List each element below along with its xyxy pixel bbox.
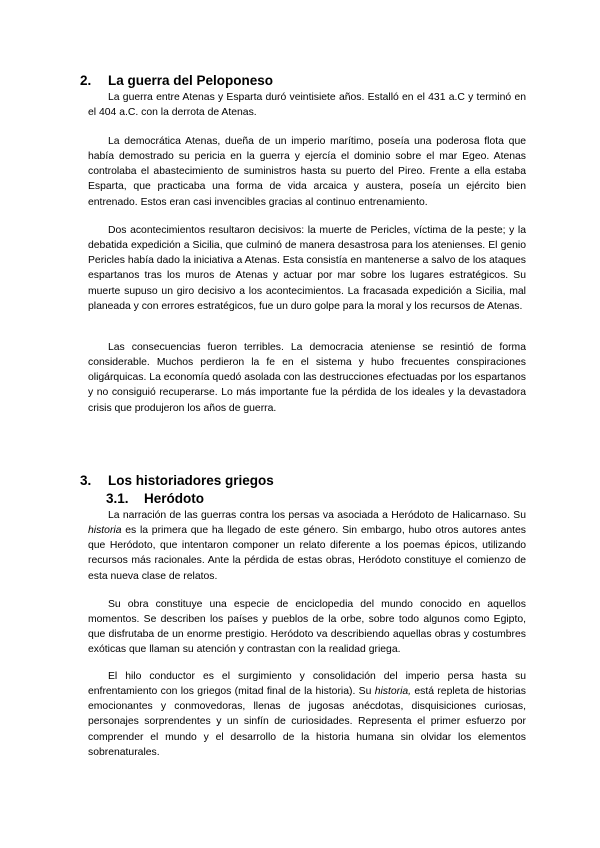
section-3-number: 3.: [80, 473, 92, 488]
section-2-title: La guerra del Peloponeso: [108, 73, 274, 88]
paragraph-text: está repleta de historias emocionantes y conmovedoras, llenas de jugosas anécdotas, disquisiciones curiosas, personajes sorprendentes y un sinfín de curiosidades. Representa el primer esfuerzo por comprender el mundo y el desarrollo de la historia humana sin olvidar los elementos sobrenaturales.: [88, 686, 526, 758]
paragraph-text: La narración de las guerras contra los persas va asociada a Heródoto de Halicarnaso. Su: [108, 510, 526, 521]
section-3-paragraph-2: Su obra constituye una especie de enciclopedia del mundo conocido en aquellos momentos. Se describen los países y pueblos de la orbe, sobre todo algunos como Egipto, que disfrutaba de un enorme prestigio. Heródoto va describiendo aquellas obras y costumbres exóticas que llaman su atención y contrastan con la realidad griega.: [88, 599, 526, 656]
section-3-heading: [80, 473, 274, 489]
section-3-paragraph-1: [88, 508, 526, 584]
paragraph-text: es la primera que ha llegado de este género. Sin embargo, hubo otros autores antes que Heródoto, que intentaron componer un relato diferente a los poemas épicos, utilizando recursos más racionales. Ante la pérdida de estas obras, Heródoto constituye el comienzo de esta nueva clase de relatos.: [88, 525, 526, 582]
section-3-paragraph-3: [88, 669, 526, 760]
section-2-paragraph-2: La democrática Atenas, dueña de un imperio marítimo, poseía una poderosa flota que había demostrado su pericia en la guerra y ejercía el dominio sobre el mar Egeo. Atenas controlaba el abastecimiento de suministros hasta su puerto del Pireo. Frente a ella estaba Esparta, que practicaba una forma de vida arcaica y austera, poseía un ejército bien entrenado. Estos eran casi invencibles gracias al continuo entrenamiento.: [88, 136, 526, 208]
subsection-3-1-title: Heródoto: [144, 491, 204, 506]
section-2-paragraph-4: Las consecuencias fueron terribles. La democracia ateniense se resintió de forma considerable. Muchos perdieron la fe en el sistema y hubo frecuentes conspiraciones oligárquicas. La economía quedó asolada con las destrucciones efectuadas por los espartanos y no consiguió recuperarse. Lo más importante fue la pérdida de los ideales y la devastadora crisis que produjeron los años de guerra.: [88, 342, 526, 414]
section-2-heading: [80, 73, 273, 89]
section-3-title: Los historiadores griegos: [108, 473, 274, 488]
historia-emphasis: historia: [88, 525, 122, 537]
section-2-number: 2.: [80, 73, 92, 88]
historia-emphasis: historia,: [374, 686, 412, 698]
section-2-paragraph-3: Dos acontecimientos resultaron decisivos: la muerte de Pericles, víctima de la peste; y la debatida expedición a Sicilia, que culminó de manera desastrosa para los atenienses. El genio Pericles había dado la iniciativa a Atenas. Esta consistía en mantenerse a salvo de los ataques espartanos tras los muros de Atenas y actuar por mar sobre los lugares estratégicos. Su muerte supuso un giro decisivo a los acontecimientos. La fracasada expedición a Sicilia, mal planeada y con errores estratégicos, fue un duro golpe para la moral y los recursos de Atenas.: [88, 225, 526, 312]
section-2-paragraph-1: La guerra entre Atenas y Esparta duró veintisiete años. Estalló en el 431 a.C y terminó en el 404 a.C. con la derrota de Atenas.: [88, 92, 526, 119]
subsection-3-1-heading: [106, 491, 204, 507]
paragraph-text: El hilo conductor es el surgimiento y consolidación del imperio persa hasta su enfrentamiento con los griegos (mitad final de la historia). Su: [88, 671, 526, 698]
subsection-3-1-number: 3.1.: [106, 491, 129, 506]
